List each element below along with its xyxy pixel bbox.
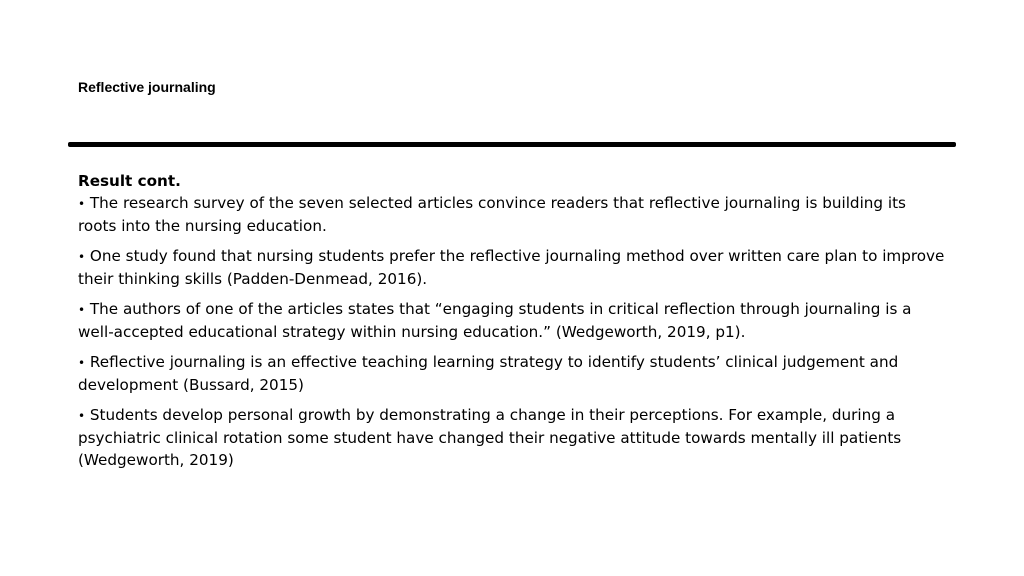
- bullet-text: The research survey of the seven selected articles convince readers that reflective journaling is building its roots into the nursing education.: [78, 194, 906, 235]
- bullet-marker: •: [78, 409, 86, 423]
- bullet-marker: •: [78, 197, 86, 211]
- title-divider: [68, 142, 956, 147]
- bullet-marker: •: [78, 250, 86, 264]
- bullet-text: Reflective journaling is an effective teaching learning strategy to identify students’ clinical judgement and development (Bussard, 2015): [78, 353, 899, 394]
- bullet-marker: •: [78, 303, 86, 317]
- bullet-text: The authors of one of the articles states that “engaging students in critical reflection through journaling is a well-accepted educational strategy within nursing education.” (Wedgeworth, 2019, p1).: [78, 300, 912, 341]
- bullet-text: Students develop personal growth by demonstrating a change in their perceptions. For example, during a psychiatric clinical rotation some student have changed their negative attitude towards mentally ill patients (Wedgeworth, 2019): [78, 406, 902, 469]
- slide-body: [78, 170, 948, 479]
- bullet-item: [78, 298, 948, 343]
- bullet-item: [78, 404, 948, 471]
- bullet-item: [78, 192, 948, 237]
- bullet-item: [78, 245, 948, 290]
- bullet-item: [78, 351, 948, 396]
- slide-title: Reflective journaling: [78, 79, 216, 95]
- bullet-marker: •: [78, 356, 86, 370]
- bullet-text: One study found that nursing students prefer the reflective journaling method over written care plan to improve their thinking skills (Padden-Denmead, 2016).: [78, 247, 945, 288]
- section-subheading: Result cont.: [78, 172, 181, 190]
